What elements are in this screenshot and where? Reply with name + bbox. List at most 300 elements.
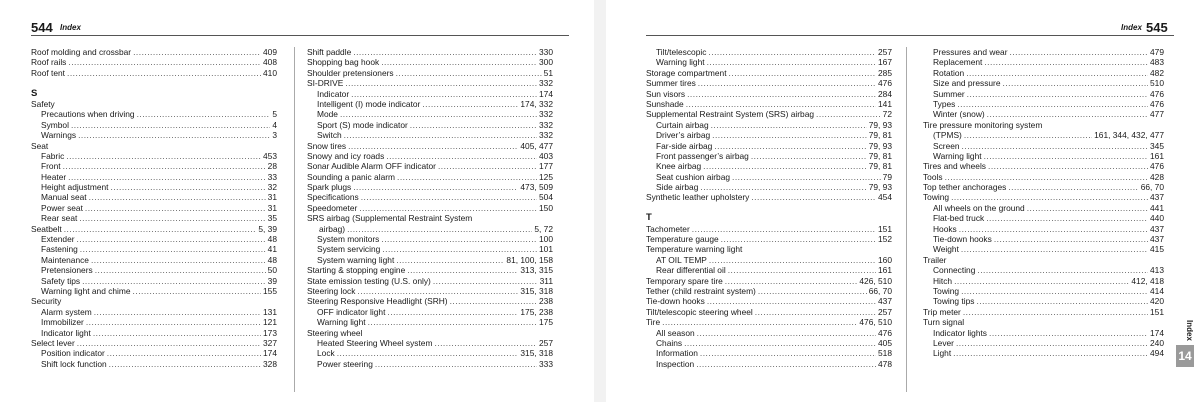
leader-dots	[77, 234, 266, 244]
leader-dots	[340, 109, 537, 119]
entry-term: Mode	[317, 109, 338, 120]
entry-page-ref: 160	[878, 254, 892, 265]
leader-dots	[337, 348, 519, 358]
spacer	[646, 203, 894, 213]
index-subentry	[307, 130, 555, 140]
leader-dots	[387, 307, 518, 317]
entry-term: Roof rails	[31, 57, 67, 68]
index-entry	[923, 172, 1166, 182]
entry-page-ref: 173	[263, 327, 277, 338]
entry-term: Shopping bag hook	[307, 57, 380, 68]
leader-dots	[109, 359, 261, 369]
leader-dots	[714, 141, 866, 151]
entry-term: Seatbelt	[31, 223, 62, 234]
leader-dots	[422, 99, 518, 109]
leader-dots	[348, 141, 518, 151]
index-entry	[307, 151, 555, 161]
entry-term: Alarm system	[41, 306, 92, 317]
entry-term: Chains	[656, 337, 683, 348]
index-entry	[646, 192, 894, 202]
leader-dots	[709, 255, 876, 265]
index-subentry	[923, 224, 1166, 234]
leader-dots	[711, 120, 867, 130]
index-subentry	[307, 359, 555, 369]
index-subentry	[923, 296, 1166, 306]
entry-term: Replacement	[933, 57, 983, 68]
entry-term: Far-side airbag	[656, 140, 713, 151]
leader-dots	[708, 47, 876, 57]
leader-dots	[353, 182, 518, 192]
entry-page-ref: 167	[878, 57, 892, 68]
leader-dots	[984, 151, 1148, 161]
entry-term: Tilt/telescopic steering wheel	[646, 306, 753, 317]
index-heading: Steering wheel	[307, 327, 363, 338]
entry-page-ref: 476	[1150, 88, 1164, 99]
entry-term: Shift paddle	[307, 47, 352, 57]
entry-term: Tether (child restraint system)	[646, 285, 756, 296]
leader-dots	[994, 234, 1148, 244]
entry-term: Pretensioners	[41, 265, 93, 276]
entry-term: Hooks	[933, 223, 957, 234]
entry-page-ref: 174	[539, 88, 553, 99]
index-column-2	[307, 47, 555, 369]
entry-term: Information	[656, 348, 698, 359]
leader-dots	[959, 224, 1148, 234]
index-subentry	[307, 109, 555, 119]
entry-page-ref: 437	[878, 296, 892, 307]
index-subentry	[31, 130, 279, 140]
entry-page-ref: 414	[1150, 285, 1164, 296]
index-subentry	[923, 328, 1166, 338]
entry-page-ref: 175, 238	[520, 306, 553, 317]
entry-term: Flat-bed truck	[933, 213, 985, 224]
index-subentry	[646, 141, 894, 151]
index-subentry	[923, 109, 1166, 119]
leader-dots	[89, 192, 266, 202]
entry-page-ref: 285	[878, 67, 892, 78]
entry-page-ref: 79, 81	[868, 130, 892, 141]
left-header	[0, 8, 594, 38]
leader-dots	[966, 68, 1148, 78]
entry-term: airbag)	[319, 223, 346, 234]
entry-page-ref: 72	[882, 109, 892, 120]
right-header-label: Index	[1121, 23, 1142, 32]
index-heading: Trailer	[923, 254, 947, 265]
entry-page-ref: 32	[267, 182, 277, 193]
entry-term: Safety tips	[41, 275, 81, 286]
leader-dots	[67, 68, 261, 78]
index-subentry	[31, 109, 279, 119]
index-subentry	[307, 120, 555, 130]
leader-dots	[662, 317, 857, 327]
entry-page-ref: 313, 315	[520, 265, 553, 276]
leader-dots	[86, 317, 261, 327]
thumb-tab-number[interactable]: 14	[1176, 345, 1194, 367]
index-subentry	[923, 130, 1166, 140]
index-subentry	[307, 99, 555, 109]
left-page-number: 544	[31, 20, 53, 35]
entry-term: Extender	[41, 234, 75, 245]
entry-term: Sport (S) mode indicator	[317, 119, 408, 130]
entry-page-ref: 311	[539, 275, 553, 286]
entry-page-ref: 332	[539, 130, 553, 141]
leader-dots	[725, 276, 858, 286]
entry-page-ref: 428	[1150, 171, 1164, 182]
entry-term: Indicator	[317, 88, 350, 99]
leader-dots	[80, 244, 266, 254]
leader-dots	[755, 307, 876, 317]
entry-term: Tie-down hooks	[646, 296, 705, 307]
leader-dots	[989, 328, 1148, 338]
index-entry	[646, 234, 894, 244]
leader-dots	[953, 348, 1148, 358]
leader-dots	[353, 47, 537, 57]
entry-page-ref: 174	[263, 348, 277, 359]
entry-page-ref: 79	[882, 171, 892, 182]
entry-page-ref: 5	[272, 109, 277, 120]
index-subentry	[646, 57, 894, 67]
entry-term: Snowy and icy roads	[307, 150, 385, 161]
index-entry	[307, 192, 555, 202]
entry-term: Screen	[933, 140, 960, 151]
index-entry	[31, 57, 279, 67]
entry-term: Sonar Audible Alarm OFF indicator	[307, 161, 436, 172]
leader-dots	[698, 78, 876, 88]
leader-dots	[692, 224, 876, 234]
index-entry	[31, 224, 279, 234]
entry-page-ref: 48	[267, 254, 277, 265]
leader-dots	[381, 57, 537, 67]
entry-term: Hitch	[933, 275, 953, 286]
index-entry	[646, 68, 894, 78]
entry-term: Pressures and wear	[933, 47, 1008, 57]
index-subentry	[923, 141, 1166, 151]
entry-page-ref: 440	[1150, 213, 1164, 224]
leader-dots	[396, 255, 504, 265]
index-subentry	[923, 151, 1166, 161]
spacer	[31, 78, 279, 88]
entry-term: Switch	[317, 130, 342, 141]
entry-page-ref: 4	[272, 119, 277, 130]
index-entry	[307, 265, 555, 275]
entry-page-ref: 476	[1150, 161, 1164, 172]
entry-term: Steering Responsive Headlight (SRH)	[307, 296, 448, 307]
left-header-label: Index	[60, 23, 81, 32]
leader-dots	[79, 213, 265, 223]
column-divider	[294, 47, 295, 392]
entry-page-ref: 476	[878, 327, 892, 338]
leader-dots	[976, 296, 1148, 306]
entry-term: Warning light	[933, 150, 982, 161]
entry-page-ref: 41	[267, 244, 277, 255]
thumb-tab-label: Index	[1185, 320, 1194, 341]
leader-dots	[82, 276, 266, 286]
entry-page-ref: 238	[539, 296, 553, 307]
leader-dots	[984, 57, 1148, 67]
leader-dots	[386, 151, 537, 161]
entry-term: Towing	[933, 285, 960, 296]
index-entry	[307, 161, 555, 171]
index-subentry	[31, 192, 279, 202]
entry-page-ref: 330	[539, 47, 553, 57]
leader-dots	[68, 57, 261, 67]
entry-term: Select lever	[31, 337, 75, 348]
entry-page-ref: 79, 81	[868, 161, 892, 172]
entry-page-ref: 151	[878, 223, 892, 234]
index-entry	[646, 286, 894, 296]
leader-dots	[66, 151, 261, 161]
leader-dots	[967, 89, 1148, 99]
index-subentry	[31, 359, 279, 369]
index-subentry	[923, 348, 1166, 358]
leader-dots	[945, 172, 1148, 182]
entry-term: Tools	[923, 171, 943, 182]
leader-dots	[361, 192, 537, 202]
entry-term: SI-DRIVE	[307, 78, 344, 89]
entry-page-ref: 48	[267, 234, 277, 245]
leader-dots	[133, 286, 261, 296]
entry-term: Temperature gauge	[646, 234, 719, 245]
entry-term: Fastening	[41, 244, 78, 255]
entry-page-ref: 257	[878, 47, 892, 57]
index-entry	[646, 99, 894, 109]
index-entry	[307, 203, 555, 213]
leader-dots	[697, 328, 876, 338]
entry-term: AT OIL TEMP	[656, 254, 707, 265]
index-subentry	[923, 213, 1166, 223]
entry-term: Tires and wheels	[923, 161, 986, 172]
entry-term: Knee airbag	[656, 161, 702, 172]
entry-page-ref: 332	[539, 78, 553, 89]
index-subentry	[31, 151, 279, 161]
index-entry	[646, 276, 894, 286]
leader-dots	[728, 265, 876, 275]
entry-page-ref: 5, 72	[534, 223, 553, 234]
leader-dots	[707, 57, 876, 67]
leader-dots	[964, 130, 1092, 140]
leader-dots	[700, 348, 876, 358]
entry-term: Front	[41, 161, 61, 172]
leader-dots	[1027, 203, 1148, 213]
entry-term: Sunshade	[646, 98, 684, 109]
index-entry	[923, 192, 1166, 202]
entry-page-ref: 454	[878, 192, 892, 203]
right-header	[606, 8, 1200, 38]
left-page	[0, 0, 594, 402]
entry-term: Warning light	[656, 57, 705, 68]
index-subentry	[31, 234, 279, 244]
leader-dots	[410, 120, 537, 130]
entry-term: Temporary spare tire	[646, 275, 723, 286]
index-heading: Temperature warning light	[646, 244, 743, 255]
entry-term: Light	[933, 348, 952, 359]
index-subentry	[923, 57, 1166, 67]
index-subentry	[307, 255, 555, 265]
leader-dots	[375, 359, 537, 369]
index-subentry	[31, 307, 279, 317]
entry-term: Heated Steering Wheel system	[317, 337, 433, 348]
entry-page-ref: 477	[1150, 109, 1164, 120]
leader-dots	[956, 338, 1148, 348]
entry-term: Size and pressure	[933, 78, 1001, 89]
entry-page-ref: 79, 93	[868, 182, 892, 193]
index-subentry	[646, 47, 894, 57]
index-column-1	[31, 47, 279, 369]
index-entry	[307, 141, 555, 151]
entry-term: Spark plugs	[307, 182, 352, 193]
entry-page-ref: 315, 318	[520, 285, 553, 296]
entry-page-ref: 50	[267, 265, 277, 276]
leader-dots	[721, 234, 876, 244]
right-page	[606, 0, 1200, 402]
entry-page-ref: 125	[539, 171, 553, 182]
leader-dots	[988, 161, 1148, 171]
index-subentry	[646, 328, 894, 338]
index-subentry	[646, 120, 894, 130]
index-subentry	[923, 99, 1166, 109]
index-subentry	[31, 348, 279, 358]
entry-term: Power steering	[317, 358, 373, 369]
book-gutter	[594, 0, 606, 402]
leader-dots	[758, 286, 867, 296]
leader-dots	[85, 203, 266, 213]
index-subentry	[646, 359, 894, 369]
entry-page-ref: 66, 70	[1140, 182, 1164, 193]
entry-page-ref: 300	[539, 57, 553, 68]
entry-term: Fabric	[41, 150, 65, 161]
entry-page-ref: 476, 510	[859, 317, 892, 328]
entry-page-ref: 478	[878, 358, 892, 369]
index-subentry	[646, 151, 894, 161]
entry-term: Position indicator	[41, 348, 105, 359]
entry-term: Rear seat	[41, 213, 78, 224]
leader-dots	[111, 182, 266, 192]
entry-page-ref: 420	[1150, 296, 1164, 307]
entry-page-ref: 121	[263, 317, 277, 328]
leader-dots	[703, 161, 867, 171]
entry-term: Tire	[646, 317, 661, 328]
leader-dots	[63, 161, 266, 171]
leader-dots	[751, 151, 867, 161]
entry-term: Tilt/telescopic	[656, 47, 707, 57]
index-subentry	[31, 265, 279, 275]
entry-page-ref: 476	[1150, 98, 1164, 109]
entry-term: Sun visors	[646, 88, 686, 99]
entry-page-ref: 403	[539, 150, 553, 161]
index-subentry	[31, 328, 279, 338]
leader-dots	[382, 244, 537, 254]
entry-term: All wheels on the ground	[933, 202, 1025, 213]
index-subentry	[307, 348, 555, 358]
entry-page-ref: 453	[263, 150, 277, 161]
leader-dots	[751, 192, 876, 202]
entry-page-ref: 161	[878, 265, 892, 276]
leader-dots	[397, 172, 537, 182]
index-heading: Tire pressure monitoring system	[923, 119, 1043, 130]
index-subentry	[923, 276, 1166, 286]
entry-term: Towing tips	[933, 296, 975, 307]
entry-term: Warnings	[41, 130, 77, 141]
entry-page-ref: 405	[878, 337, 892, 348]
entry-page-ref: 473, 509	[520, 182, 553, 193]
entry-page-ref: 175	[539, 317, 553, 328]
index-subentry	[923, 234, 1166, 244]
entry-term: System monitors	[317, 234, 380, 245]
leader-dots	[712, 130, 867, 140]
entry-page-ref: 345	[1150, 140, 1164, 151]
entry-term: Tie-down hooks	[933, 234, 992, 245]
index-subentry	[646, 182, 894, 192]
entry-page-ref: 327	[263, 337, 277, 348]
leader-dots	[381, 234, 537, 244]
entry-page-ref: 35	[267, 213, 277, 224]
leader-dots	[696, 359, 876, 369]
entry-term: Power seat	[41, 202, 83, 213]
index-entry	[307, 276, 555, 286]
section-letter: S	[31, 87, 38, 99]
index-subentry	[646, 255, 894, 265]
entry-page-ref: 161, 344, 432, 477	[1094, 130, 1164, 141]
leader-dots	[357, 286, 518, 296]
leader-dots	[137, 109, 271, 119]
entry-page-ref: 28	[267, 161, 277, 172]
entry-page-ref: 141	[878, 98, 892, 109]
index-subentry	[307, 89, 555, 99]
index-subentry	[307, 234, 555, 244]
entry-page-ref: 79, 93	[868, 119, 892, 130]
entry-term: Types	[933, 98, 956, 109]
entry-page-ref: 476	[878, 78, 892, 89]
entry-term: Warning light	[317, 317, 366, 328]
entry-term: Maintenance	[41, 254, 89, 265]
index-subentry	[31, 161, 279, 171]
entry-page-ref: 441	[1150, 202, 1164, 213]
leader-dots	[94, 307, 261, 317]
entry-term: Indicator lights	[933, 327, 987, 338]
leader-dots	[78, 130, 270, 140]
leader-dots	[438, 161, 537, 171]
entry-term: Front passenger’s airbag	[656, 150, 749, 161]
index-subentry	[646, 348, 894, 358]
index-subentry	[31, 213, 279, 223]
leader-dots	[700, 182, 866, 192]
entry-term: Rotation	[933, 67, 965, 78]
entry-page-ref: 332	[539, 109, 553, 120]
index-entry	[646, 89, 894, 99]
leader-dots	[962, 141, 1148, 151]
leader-dots	[1008, 182, 1138, 192]
leader-dots	[951, 192, 1148, 202]
entry-term: Specifications	[307, 192, 359, 203]
index-entry	[307, 47, 555, 57]
index-entry	[923, 182, 1166, 192]
leader-dots	[95, 265, 266, 275]
entry-term: System warning light	[317, 254, 395, 265]
leader-dots	[707, 296, 876, 306]
leader-dots	[77, 338, 261, 348]
leader-dots	[368, 317, 537, 327]
entry-page-ref: 257	[539, 337, 553, 348]
leader-dots	[344, 130, 537, 140]
entry-term: Summer	[933, 88, 965, 99]
column-divider	[906, 47, 907, 392]
leader-dots	[351, 89, 537, 99]
entry-page-ref: 510	[1150, 78, 1164, 89]
entry-page-ref: 161	[1150, 150, 1164, 161]
right-page-number: 545	[1146, 20, 1168, 35]
entry-term: Precautions when driving	[41, 109, 135, 120]
index-subentry	[923, 265, 1166, 275]
